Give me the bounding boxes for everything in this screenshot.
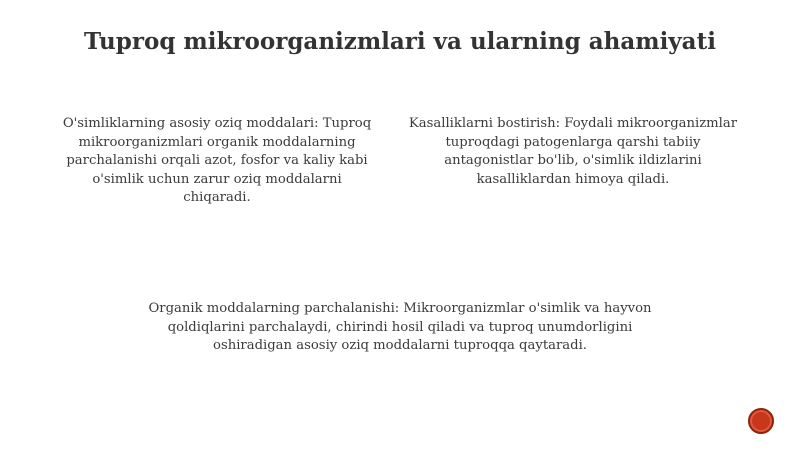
text-block-disease-suppression: Kasalliklarni bostirish: Foydali mikroorganizmlar tuproqdagi patogenlarga qarshi tabiiy antagonistlar bo'lib, o'simlik ildizlarini kasalliklardan himoya qiladi.: [408, 116, 738, 187]
text-block-nutrients: O'simliklarning asosiy oziq moddalari: Tuproq mikroorganizmlari organik moddalarning parchalanishi orqali azot, fosfor va kaliy kabi o'simlik uchun zarur oziq moddalarni chiqaradi.: [62, 116, 372, 205]
text-block-decomposition: Organik moddalarning parchalanishi: Mikroorganizmlar o'simlik va hayvon qoldiqlarini parchalaydi, chirindi hosil qiladi va tuproq unumdorligini oshiradigan asosiy oziq moddalarni tuproqqa qaytaradi.: [148, 301, 652, 353]
slide-nav-button[interactable]: [748, 408, 774, 434]
slide-title: Tuproq mikroorganizmlari va ularning ahamiyati: [84, 28, 716, 55]
